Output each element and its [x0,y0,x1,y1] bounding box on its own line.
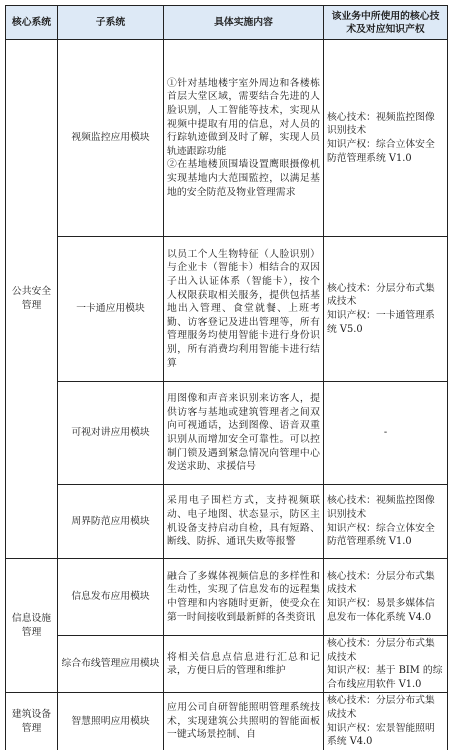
tech-cell: 核心技术：分层分布式集成技术 知识产权：易景多媒体信息发布一体化系统 V4.0 [324,559,448,636]
subsystem-cell: 可视对讲应用模块 [58,382,164,485]
subsystem-cell: 周界防范应用模块 [58,485,164,559]
table-row [6,40,448,237]
table-row [6,693,448,750]
content-paragraph: 应用公司自研智能照明管理系统技术，实现建筑公共照明的智能面板一键式场景控制、自 [167,702,320,741]
core-system-table [5,5,448,750]
subsystem-cell: 信息发布应用模块 [58,559,164,636]
tech-cell: 核心技术：视频监控图像识别技术 知识产权：综合立体安全防范管理系统 V1.0 [324,485,448,559]
content-paragraph: 以员工个人生物特征（人脸识别）与企业卡（智能卡）相结合的双因子出入认证体系（智能卡），按个人权限获取相关服务，提供包括基地出入管理、食堂就餐、上班考勤、访客登记及进出管理等，所有管理服务均使用智能卡进行身份识别，所有消费均利用智能卡进行结算 [167,248,320,369]
table-row [6,237,448,382]
tech-cell: 核心技术：分层分布式集成技术 知识产权：宏景智能照明系统 V4.0 [324,693,448,750]
group-building-device: 建筑设备管理 [6,693,58,750]
table-row [6,382,448,485]
subsystem-cell: 一卡通应用模块 [58,237,164,382]
table-row [6,559,448,636]
content-cell [164,382,324,485]
content-cell [164,237,324,382]
group-public-security: 公共安全管理 [6,40,58,559]
content-paragraph: 采用电子围栏方式，支持视频联动、电子地图、状态显示，防区主机设备支持启动自检，具有短路、断线、防拆、通讯失败等报警 [167,495,320,548]
content-paragraph: ②在基地楼顶围墙设置鹰眼摄像机实现基地内大范围監控，以满足基地的安全防范及物业管理需求 [167,159,320,198]
header-content: 具体实施内容 [164,6,324,40]
subsystem-cell: 综合布线管理应用模块 [58,636,164,693]
content-cell [164,559,324,636]
subsystem-cell: 视频监控应用模块 [58,40,164,237]
content-cell [164,693,324,750]
header-subsystem: 子系统 [58,6,164,40]
content-paragraph: 融合了多媒体视频信息的多样性和生动性，实现了信息发布的远程集中管理和内容随时更新，使受众在第一时间接收到最新鲜的各类资讯 [167,570,320,623]
table-row [6,485,448,559]
tech-cell: 核心技术：视频监控图像识别技术 知识产权：综合立体安全防范管理系统 V1.0 [324,40,448,237]
header-core-system: 核心系统 [6,6,58,40]
subsystem-cell: 智慧照明应用模块 [58,693,164,750]
tech-cell: 核心技术：分层分布式集成技术 知识产权：基于 BIM 的综合布线应用软件 V1.0 [324,636,448,693]
tech-cell: - [324,382,448,485]
group-info-facility: 信息设施管理 [6,559,58,693]
tech-cell: 核心技术：分层分布式集成技术 知识产权：一卡通管理系统 V5.0 [324,237,448,382]
content-paragraph: 用图像和声音来识别来访客人，提供访客与基地或建筑管理者之间双向可视通话，达到图像、语音双重识别从而增加安全可靠性。可以控制门锁及遇到紧急情况向管理中心发送求助、求援信号 [167,393,320,473]
table-row [6,636,448,693]
content-paragraph: 将相关信息点信息进行汇总和记录，方便日后的管理和维护 [167,651,320,677]
content-paragraph: ①针对基地楼宇室外周边和各楼栋首层大堂区域，需要结合先进的人脸识别，人工智能等技术，实现从视频中提取有用的信息，对人员的行踪轨迹做到及时了解，实现人员轨迹跟踪功能 [167,77,320,157]
content-cell [164,636,324,693]
header-tech: 该业务中所使用的核心技术及对应知识产权 [324,6,448,40]
content-cell [164,40,324,237]
content-cell [164,485,324,559]
